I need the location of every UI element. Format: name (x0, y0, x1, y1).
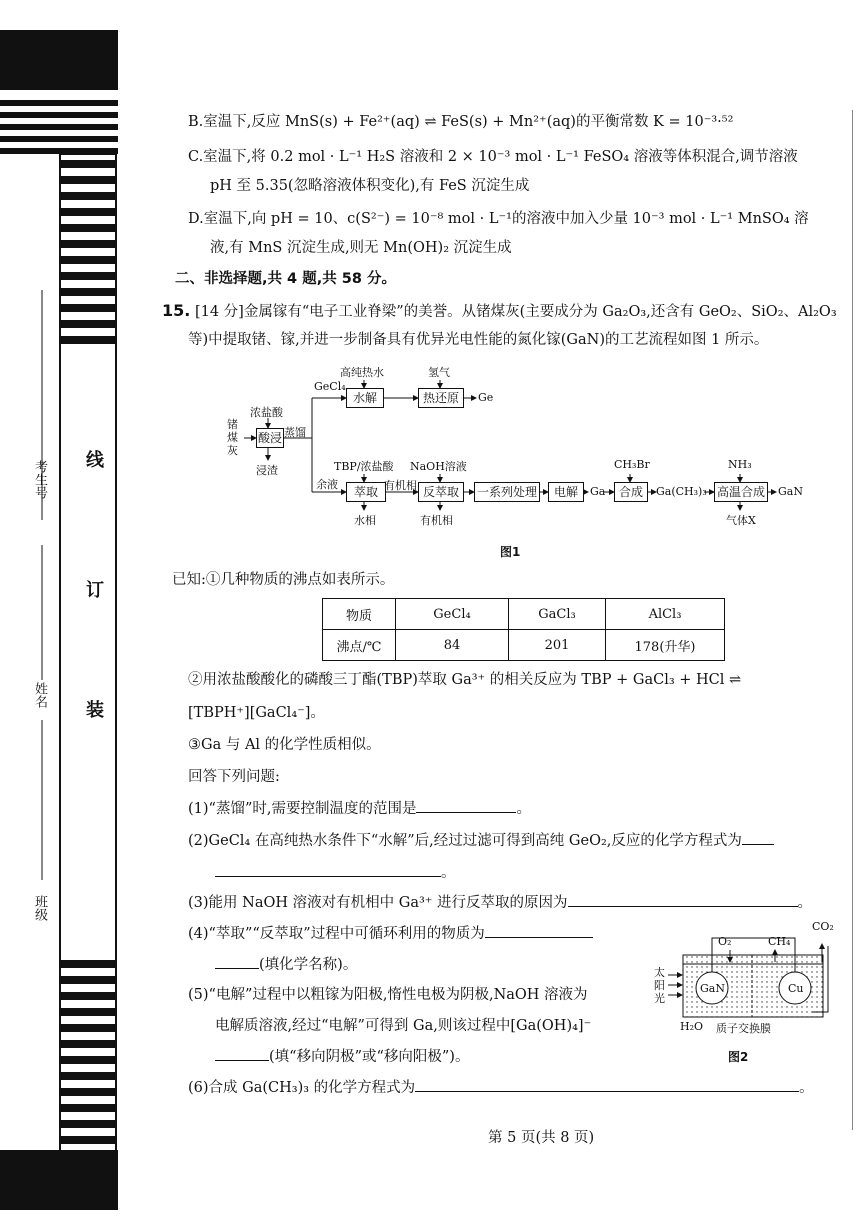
question-4-text: (4)“萃取”“反萃取”过程中可循环利用的物质为 (188, 926, 485, 942)
flow-extract-box: 萃取 (346, 482, 386, 502)
table-cell: 178(升华) (606, 630, 725, 661)
flow-source: 锗煤灰 (227, 418, 238, 457)
option-b: B.室温下,反应 MnS(s) + Fe²⁺(aq) ⇌ FeS(s) + Mn²⁺(aq)的平衡常数 K = 10⁻³·⁵² (188, 114, 734, 130)
flow-ch3br: CH₃Br (614, 458, 650, 471)
flow-ga: Ga (590, 485, 606, 498)
flow-organic-out: 有机相 (420, 514, 453, 527)
question-6-text: (6)合成 Ga(CH₃)₃ 的化学方程式为 (188, 1080, 416, 1096)
fig2-gan: GaN (700, 982, 725, 995)
flow-hydrolysis-box: 水解 (346, 388, 384, 408)
flow-back-extract-box: 反萃取 (418, 482, 464, 502)
known-note-3: ③Ga 与 Al 的化学性质相似。 (188, 737, 381, 753)
question-3: (3)能用 NaOH 溶液对有机相中 Ga³⁺ 进行反萃取的原因为 。 (188, 892, 812, 913)
question-intro-line1: [14 分]金属镓有“电子工业脊梁”的美誉。从锗煤灰(主要成分为 Ga₂O₃,还含有 GeO₂、SiO₂、Al₂O₃ (194, 304, 837, 320)
table-cell: 物质 (323, 599, 396, 630)
flow-acid: 浓盐酸 (250, 406, 283, 419)
fig2-h2o: H₂O (680, 1020, 704, 1033)
class-label: 班级 (32, 895, 47, 921)
question-5-hint: (填“移向阴极”或“移向阳极”)。 (269, 1049, 470, 1065)
flow-aqueous: 水相 (354, 514, 376, 527)
name-label: 姓名 (32, 682, 47, 708)
flow-gas-x: 气体X (726, 514, 756, 527)
figure-1-caption: 图1 (500, 545, 521, 559)
question-2-text: (2)GeCl₄ 在高纯热水条件下“水解”后,经过过滤可得到高纯 GeO₂,反应的化学方程式为 (188, 833, 742, 849)
question-number: 15. (162, 301, 191, 320)
figure-2-caption: 图2 (728, 1050, 749, 1064)
flow-ge: Ge (478, 391, 494, 404)
section-heading: 二、非选择题,共 4 题,共 58 分。 (175, 271, 396, 287)
question-4-hint: (填化学名称)。 (259, 957, 358, 973)
flow-hydrogen: 氢气 (428, 366, 450, 379)
flow-gecl4: GeCl₄ (314, 380, 346, 393)
flow-naoh: NaOH溶液 (410, 460, 467, 473)
table-cell: 201 (509, 630, 606, 661)
flow-gach3: Ga(CH₃)₃ (656, 485, 707, 498)
table-cell: GaCl₃ (509, 599, 606, 630)
flow-nh3: NH₃ (728, 458, 752, 471)
fig2-sunlight: 太阳光 (654, 966, 665, 1005)
flow-thermal-box: 热还原 (418, 388, 464, 408)
flow-distill: 蒸馏 (284, 426, 306, 439)
question-1: (1)“蒸馏”时,需要控制温度的范围是 。 (188, 798, 531, 819)
exam-number-label: 考生号 (32, 460, 47, 499)
known-note-2b: [TBPH⁺][GaCl₄⁻]。 (188, 705, 325, 721)
flow-electrolysis-box: 电解 (548, 482, 584, 502)
question-6: (6)合成 Ga(CH₃)₃ 的化学方程式为 。 (188, 1077, 814, 1098)
flow-residue: 浸渣 (256, 464, 278, 477)
cut-mark-zhuang: 装 (83, 700, 104, 718)
flow-hot-water: 高纯热水 (340, 366, 384, 379)
option-c-line2: pH 至 5.35(忽略溶液体积变化),有 FeS 沉淀生成 (210, 178, 530, 194)
flow-high-temp-box: 高温合成 (714, 482, 768, 502)
fig2-co2: CO₂ (812, 920, 834, 933)
fig2-ch4: CH₄ (768, 935, 791, 948)
known-note-2a: ②用浓盐酸酸化的磷酸三丁酯(TBP)萃取 Ga³⁺ 的相关反应为 TBP + GaCl₃ + HCl ⇌ (188, 672, 742, 688)
flow-synthesis-box: 合成 (614, 482, 648, 502)
question-5-line1: (5)“电解”过程中以粗镓为阳极,惰性电极为阴极,NaOH 溶液为 (188, 987, 588, 1003)
flow-gan: GaN (778, 485, 803, 498)
flow-series-box: 一系列处理 (474, 482, 540, 502)
flow-residual-liquid: 余液 (316, 478, 338, 491)
answer-prompt: 回答下列问题: (188, 769, 280, 785)
table-cell: 84 (396, 630, 509, 661)
option-c-line1: C.室温下,将 0.2 mol · L⁻¹ H₂S 溶液和 2 × 10⁻³ mol · L⁻¹ FeSO₄ 溶液等体积混合,调节溶液 (188, 149, 798, 165)
fig2-o2: O₂ (718, 935, 732, 948)
question-intro-line2: 等)中提取锗、镓,并进一步制备具有优异光电性能的氮化镓(GaN)的工艺流程如图 1 所示。 (188, 332, 769, 348)
fig2-membrane: 质子交换膜 (716, 1022, 771, 1035)
table-cell: GeCl₄ (396, 599, 509, 630)
option-d-line1: D.室温下,向 pH = 10、c(S²⁻) = 10⁻⁸ mol · L⁻¹的溶液中加入少量 10⁻³ mol · L⁻¹ MnSO₄ 溶 (188, 211, 809, 227)
flow-leach-box: 酸浸 (256, 428, 284, 448)
table-cell: AlCl₃ (606, 599, 725, 630)
flow-organic: 有机相 (384, 479, 417, 492)
cut-mark-ding: 订 (83, 580, 104, 598)
known-intro: 已知:①几种物质的沸点如表所示。 (172, 572, 395, 588)
fig2-cu: Cu (788, 982, 804, 995)
question-2-cont: 。 (215, 862, 456, 883)
question-3-text: (3)能用 NaOH 溶液对有机相中 Ga³⁺ 进行反萃取的原因为 (188, 895, 568, 911)
question-1-text: (1)“蒸馏”时,需要控制温度的范围是 (188, 801, 417, 817)
table-cell: 沸点/℃ (323, 630, 396, 661)
option-d-line2: 液,有 MnS 沉淀生成,则无 Mn(OH)₂ 沉淀生成 (210, 240, 512, 256)
page-footer: 第 5 页(共 8 页) (488, 1130, 595, 1146)
question-5-line2: 电解质溶液,经过“电解”可得到 Ga,则该过程中[Ga(OH)₄]⁻ (215, 1018, 592, 1034)
flow-tbp-reagent: TBP/浓盐酸 (334, 460, 394, 473)
cut-mark-xian: 线 (83, 450, 104, 468)
